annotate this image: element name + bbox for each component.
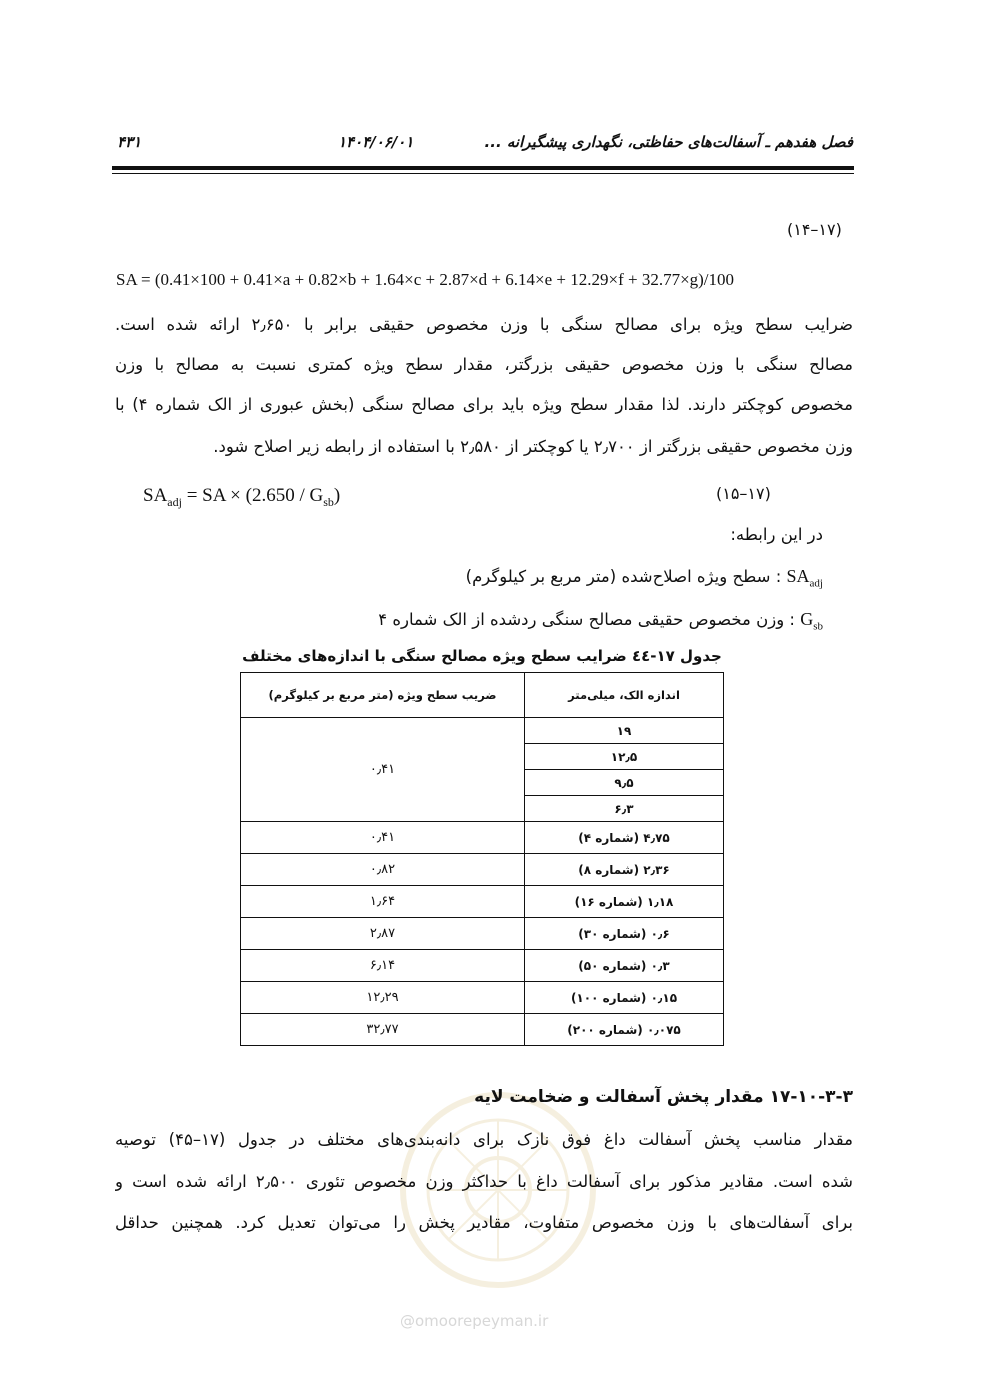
value-cell: ۰٫۴۱ — [241, 822, 525, 854]
sieve-cell: ۱۹ — [525, 718, 724, 744]
definition-sa-adj — [466, 566, 823, 590]
specific-surface-table — [240, 672, 724, 1046]
sieve-cell: ۱۲٫۵ — [525, 744, 724, 770]
equation-number-15-17: (۱۵–۱۷) — [716, 484, 771, 503]
paragraph-line: وزن مخصوص حقیقی بزرگتر از ۲٫۷۰۰ یا کوچکتر از ۲٫۵۸۰ با استفاده از رابطه زیر اصلاح شود. — [213, 437, 853, 456]
paragraph-line: ضرایب سطح ویژه برای مصالح سنگی با وزن مخصوص حقیقی برابر با ۲٫۶۵۰ ارائه شده است. — [115, 315, 853, 334]
watermark-logo-icon — [388, 1075, 608, 1315]
table-row — [241, 1014, 724, 1046]
header-rule-thin — [112, 173, 854, 174]
definition-text: : سطح ویژه اصلاح‌شده (متر مربع بر کیلوگرم) — [465, 567, 787, 586]
definition-text: : وزن مخصوص حقیقی مصالح سنگی ردشده از الک شماره ۴ — [378, 610, 801, 629]
value-cell: ۶٫۱۴ — [241, 950, 525, 982]
value-cell: ۳۲٫۷۷ — [241, 1014, 525, 1046]
definition-gsb — [378, 609, 823, 633]
section-heading: ۱۷-۱۰-۳-۳ مقدار پخش آسفالت و ضخامت لایه — [474, 1087, 853, 1107]
formula-subscript: sb — [323, 494, 334, 509]
value-cell: ۰٫۸۲ — [241, 854, 525, 886]
definition-symbol — [800, 609, 823, 633]
equation-number-14-17: (۱۴–۱۷) — [787, 220, 842, 239]
value-cell: ۱٫۶۴ — [241, 886, 525, 918]
symbol-subscript: sb — [813, 620, 823, 633]
value-cell-merged: ۰٫۴۱ — [241, 718, 525, 822]
sieve-cell: ۰٫۳ (شماره ۵۰) — [525, 950, 724, 982]
section-line: شده است. مقادیر مذکور برای آسفالت داغ با حداکثر وزن مخصوص تئوری ۲٫۵۰۰ ارائه شده است و — [115, 1172, 853, 1191]
header-sieve-size: اندازه الک، میلی‌متر — [525, 673, 724, 718]
section-line: برای آسفالت‌های با وزن مخصوص متفاوت، مقادیر پخش را می‌توان تعدیل کرد. همچنین حداقل — [115, 1213, 853, 1232]
table-row — [241, 918, 724, 950]
header-date: ۱۴۰۴/۰۶/۰۱ — [338, 133, 414, 151]
table-caption: جدول ۱۷-٤٤ ضرایب سطح ویژه مصالح سنگی با اندازه‌های مختلف — [242, 647, 722, 665]
symbol-main: SA — [786, 566, 810, 586]
header-rule-thick — [112, 166, 854, 170]
table-header-row — [241, 673, 724, 718]
specific-surface-formula: SA = (0.41×100 + 0.41×a + 0.82×b + 1.64×c + 2.87×d + 6.14×e + 12.29×f + 32.77×g)/100 — [116, 270, 735, 289]
chapter-title: فصل هفدهم ـ آسفالت‌های حفاظتی، نگهداری پیشگیرانه ... — [484, 133, 853, 151]
sieve-cell: ۱٫۱۸ (شماره ۱۶) — [525, 886, 724, 918]
adjusted-surface-formula — [143, 485, 340, 510]
section-line: مقدار مناسب پخش آسفالت داغ فوق نازک برای دانه‌بندی‌های مختلف در جدول (۱۷–۴۵) توصیه — [115, 1130, 853, 1149]
table-row — [241, 982, 724, 1014]
table-row — [241, 822, 724, 854]
sieve-cell: ۲٫۳۶ (شماره ۸) — [525, 854, 724, 886]
header-coefficient: ضریب سطح ویژه (متر مربع بر کیلوگرم) — [241, 673, 525, 718]
page-number: ۴۳۱ — [117, 133, 142, 151]
paragraph-line: مخصوص کوچکتر دارند. لذا مقدار سطح ویژه باید برای مصالح سنگی (بخش عبوری از الک شماره ۴) با — [115, 395, 853, 414]
sieve-cell: ۰٫۶ (شماره ۳۰) — [525, 918, 724, 950]
sieve-cell: ۰٫۰۷۵ (شماره ۲۰۰) — [525, 1014, 724, 1046]
formula-term: SA — [143, 485, 168, 506]
symbol-subscript: adj — [809, 577, 823, 590]
formula-term: = SA × (2.650 / G — [181, 485, 324, 506]
symbol-main: G — [800, 609, 814, 629]
definitions-intro: در این رابطه: — [730, 525, 823, 544]
value-cell: ۲٫۸۷ — [241, 918, 525, 950]
sieve-cell: ۶٫۳ — [525, 796, 724, 822]
sieve-cell: ۴٫۷۵ (شماره ۴) — [525, 822, 724, 854]
table-row — [241, 854, 724, 886]
definition-symbol — [786, 566, 823, 590]
formula-subscript: adj — [167, 494, 182, 509]
watermark-text: @omoorepeyman.ir — [400, 1312, 549, 1330]
formula-term: ) — [333, 485, 341, 506]
table-row — [241, 886, 724, 918]
sieve-cell: ۰٫۱۵ (شماره ۱۰۰) — [525, 982, 724, 1014]
sieve-cell: ۹٫۵ — [525, 770, 724, 796]
table-row — [241, 950, 724, 982]
value-cell: ۱۲٫۲۹ — [241, 982, 525, 1014]
paragraph-line: مصالح سنگی با وزن مخصوص حقیقی بزرگتر، مقدار سطح ویژه کمتری نسبت به مصالح با وزن — [115, 355, 853, 374]
table-row — [241, 718, 724, 744]
